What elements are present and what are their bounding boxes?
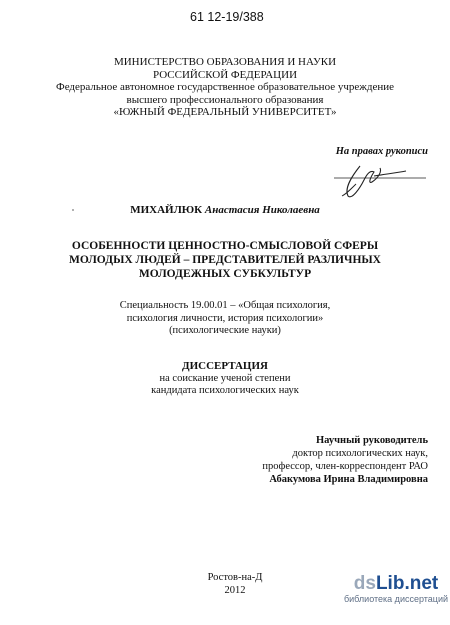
supervisor-block bbox=[262, 434, 428, 486]
dissertation-heading: ДИССЕРТАЦИЯ bbox=[182, 360, 268, 372]
dissertation-title bbox=[0, 239, 450, 281]
logo-lib: Lib bbox=[375, 573, 405, 594]
title-line: МОЛОДЫХ ЛЮДЕЙ – ПРЕДСТАВИТЕЛЕЙ РАЗЛИЧНЫХ bbox=[69, 254, 381, 266]
city: Ростов-на-Д bbox=[207, 572, 263, 583]
supervisor-name: Абакумова Ирина Владимировна bbox=[269, 474, 428, 485]
supervisor-heading: Научный руководитель bbox=[316, 435, 428, 446]
supervisor-line: доктор психологических наук, bbox=[292, 448, 428, 459]
dissertation-line: кандидата психологических наук bbox=[151, 385, 299, 396]
title-line: ОСОБЕННОСТИ ЦЕННОСТНО-СМЫСЛОВОЙ СФЕРЫ bbox=[71, 240, 379, 252]
logo-wordmark bbox=[344, 573, 448, 594]
logo-net: .net bbox=[404, 573, 439, 594]
specialty-line: психология личности, история психологии» bbox=[126, 312, 324, 324]
year: 2012 bbox=[224, 585, 246, 596]
manuscript-rights-label: На правах рукописи bbox=[335, 146, 428, 157]
author-name: Анастасия Николаевна bbox=[204, 204, 320, 216]
place-year-block bbox=[200, 571, 270, 597]
specialty-line: Специальность 19.00.01 – «Общая психология, bbox=[119, 300, 331, 311]
dissertation-block bbox=[0, 360, 450, 398]
archive-code: 61 12-19/388 bbox=[190, 10, 264, 24]
dslib-watermark-logo bbox=[344, 573, 448, 604]
supervisor-line: профессор, член-корреспондент РАО bbox=[262, 461, 428, 472]
dissertation-line: на соискание ученой степени bbox=[159, 372, 291, 384]
ministry-block bbox=[0, 56, 450, 119]
ministry-line: Федеральное автономное государственное образовательное учреждение bbox=[56, 81, 394, 93]
ministry-line: «ЮЖНЫЙ ФЕДЕРАЛЬНЫЙ УНИВЕРСИТЕТ» bbox=[113, 106, 337, 118]
specialty-line: (психологические науки) bbox=[169, 325, 281, 336]
logo-subtitle: библиотека диссертаций bbox=[344, 594, 449, 604]
ministry-line: МИНИСТЕРСТВО ОБРАЗОВАНИЯ И НАУКИ bbox=[113, 56, 337, 68]
ministry-line: РОССИЙСКОЙ ФЕДЕРАЦИИ bbox=[152, 68, 298, 81]
title-line: МОЛОДЕЖНЫХ СУБКУЛЬТУР bbox=[138, 268, 312, 280]
specialty-block bbox=[0, 300, 450, 338]
author-line bbox=[0, 204, 450, 216]
ministry-line: высшего профессионального образования bbox=[126, 93, 324, 106]
handwritten-signature bbox=[330, 158, 430, 202]
author-surname: МИХАЙЛЮК bbox=[130, 204, 203, 216]
logo-ds: ds bbox=[353, 573, 376, 594]
